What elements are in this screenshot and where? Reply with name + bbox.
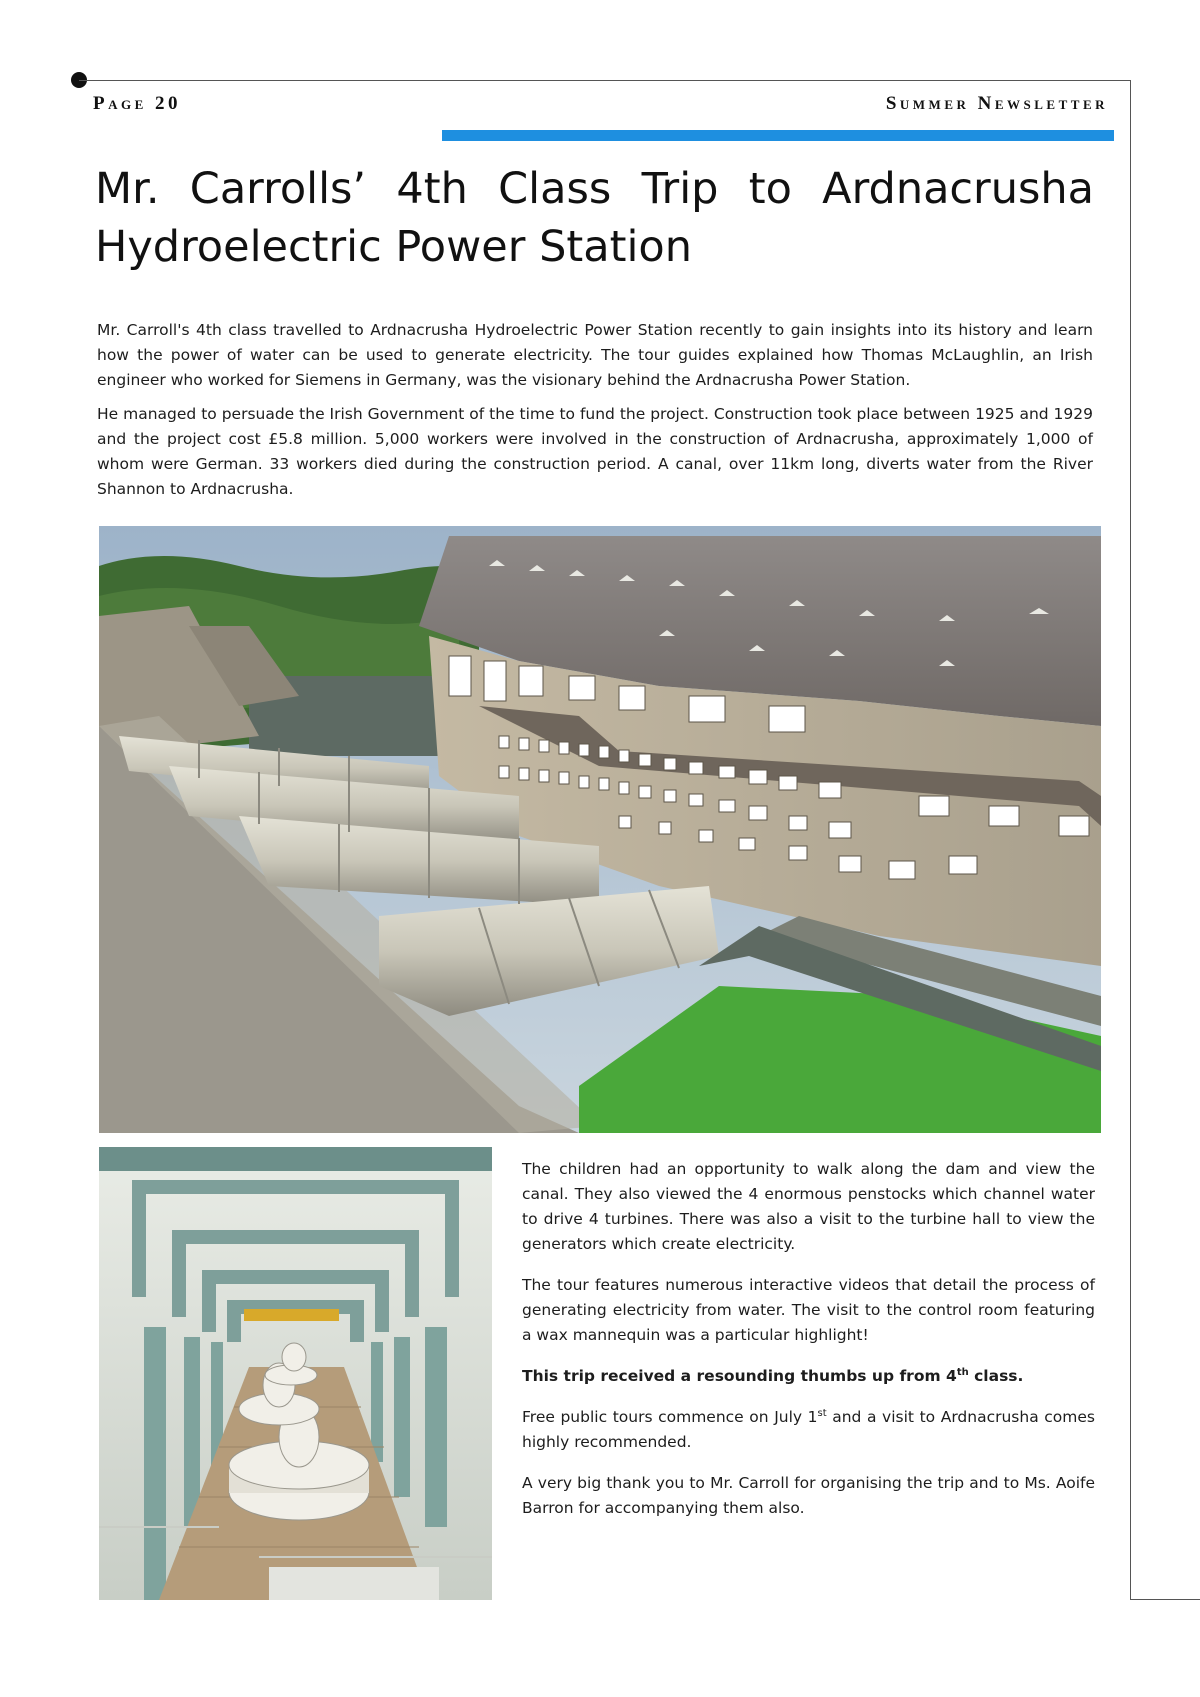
- frame-bottom-rule: [1130, 1599, 1200, 1600]
- page-number: Page 20: [93, 93, 182, 114]
- thumbs-up-end: class.: [968, 1367, 1024, 1385]
- thanks-paragraph: A very big thank you to Mr. Carroll for organising the trip and to Ms. Aoife Barron for accompanying them also.: [522, 1474, 1095, 1517]
- intro-paragraph: Mr. Carroll's 4th class travelled to Ardnacrusha Hydroelectric Power Station recently to gain insights into its history and learn how the power of water can be used to generate electricity. The tour guides explained how Thomas McLaughlin, an Irish engineer who worked for Siemens in Germany, was the visionary behind the Ardnacrusha Power Station.: [97, 321, 1093, 389]
- thumbs-up-ordinal: th: [956, 1366, 969, 1378]
- power-station-photo: [99, 526, 1101, 1133]
- tour-features-paragraph: The tour features numerous interactive videos that detail the process of generating electricity from water. The visit to the control room featuring a wax mannequin was a particular highlight!: [522, 1276, 1095, 1344]
- public-tours-end: and a visit to Ardnacrusha comes highly recommended.: [522, 1408, 1095, 1451]
- public-tours-ordinal: st: [817, 1407, 827, 1419]
- thumbs-up-line: [522, 1364, 1095, 1389]
- right-column-text: [522, 1157, 1095, 1537]
- dam-visit-paragraph: The children had an opportunity to walk along the dam and view the canal. They also viewed the 4 enormous penstocks which channel water to drive 4 turbines. There was also a visit to the turbine hall to view the generators which create electricity.: [522, 1160, 1095, 1253]
- thumbs-up-text: This trip received a resounding thumbs up from 4: [522, 1367, 957, 1385]
- frame-top-rule: [79, 80, 1131, 81]
- header-accent-bar: [442, 130, 1114, 141]
- article-title: Mr. Carrolls’ 4th Class Trip to Ardnacrusha Hydroelectric Power Station: [95, 164, 1094, 272]
- frame-right-rule: [1130, 80, 1131, 1600]
- newsletter-name: Summer Newsletter: [885, 93, 1108, 114]
- history-paragraph: He managed to persuade the Irish Government of the time to fund the project. Construction took place between 1925 and 1929 and the project cost £5.8 million. 5,000 workers were involved in the construction of Ardnacrusha, approximately 1,000 of whom were German. 33 workers died during the construction period. A canal, over 11km long, diverts water from the River Shannon to Ardnacrusha.: [97, 405, 1093, 498]
- turbine-hall-photo: [99, 1147, 492, 1600]
- public-tours-paragraph: [522, 1405, 1095, 1455]
- public-tours-text: Free public tours commence on July 1: [522, 1408, 818, 1426]
